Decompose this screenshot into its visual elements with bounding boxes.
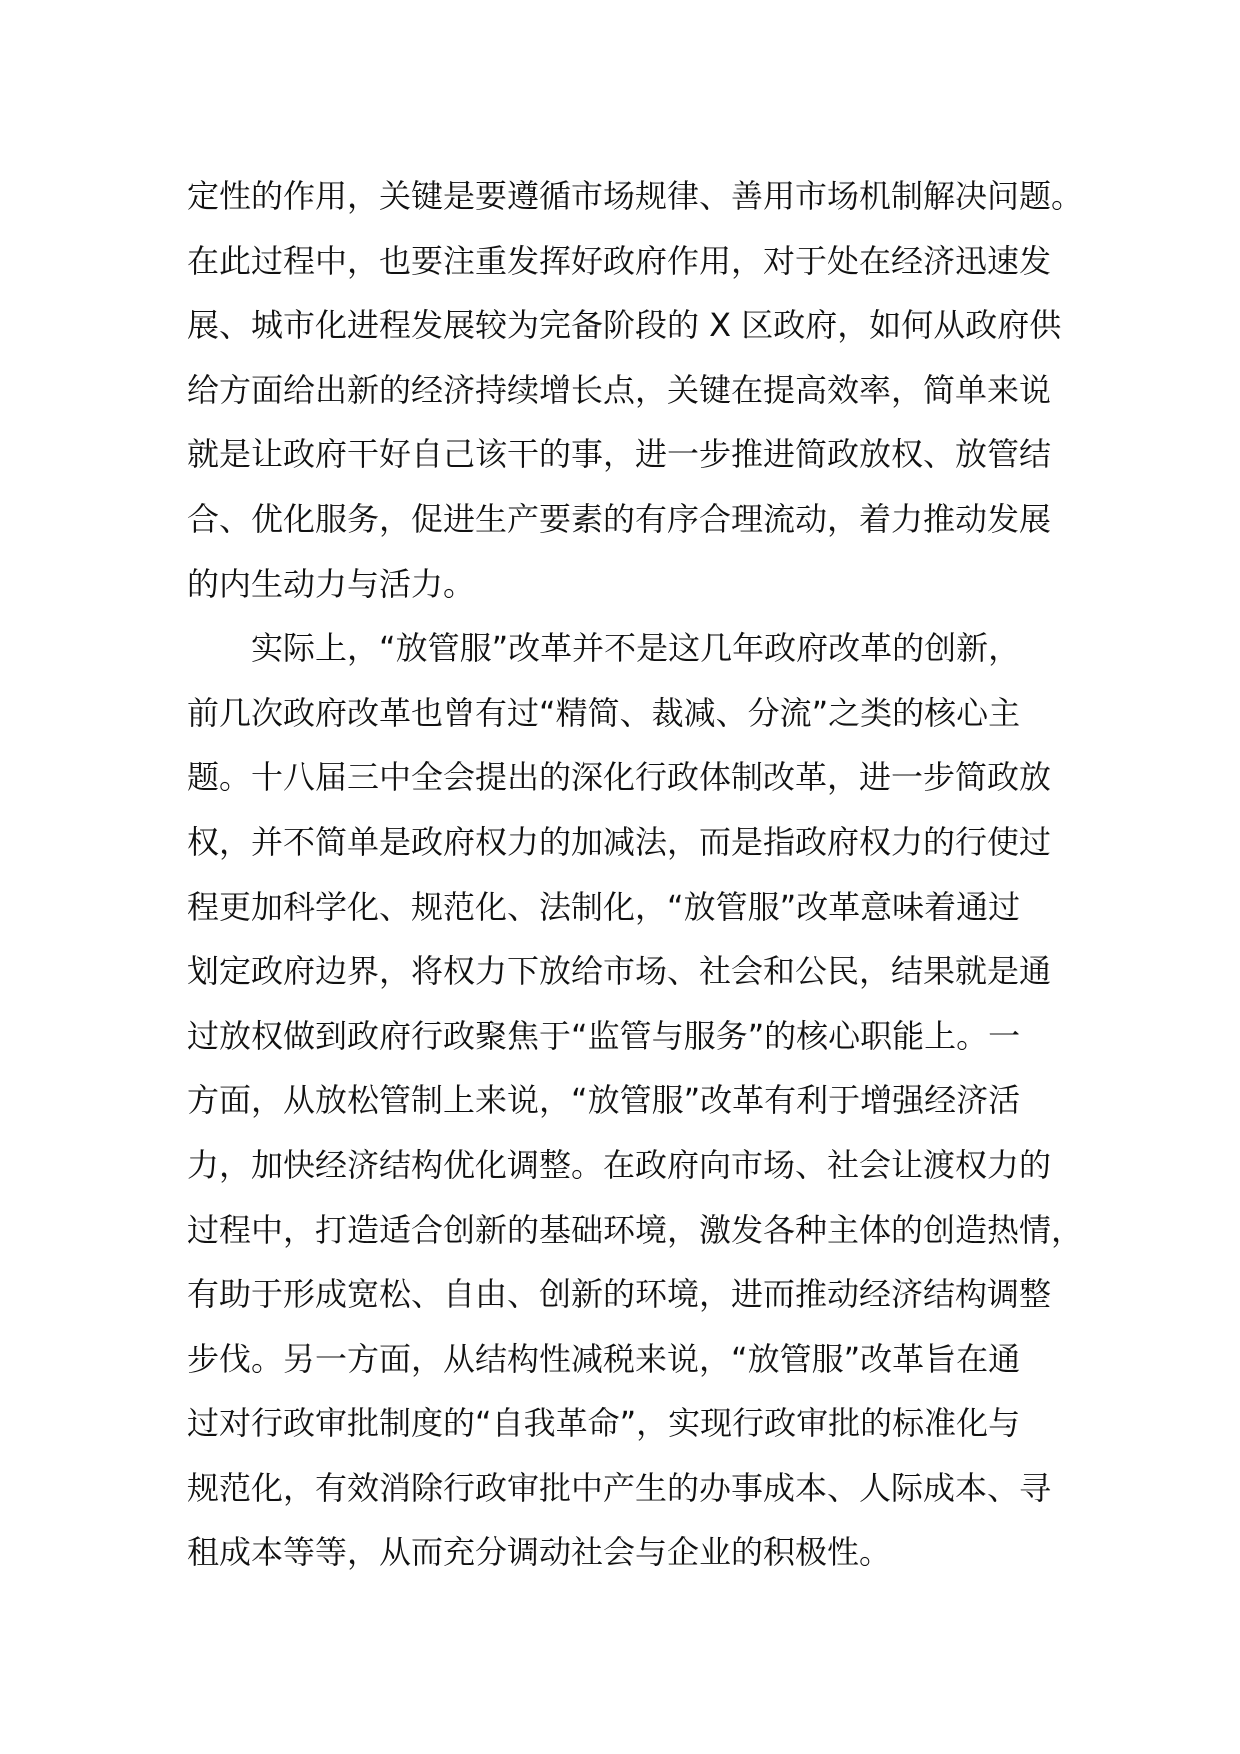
text-line: 过对行政审批制度的“自我革命”，实现行政审批的标准化与	[187, 1404, 1021, 1443]
text-line: 合、优化服务，促进生产要素的有序合理流动，着力推动发展	[187, 499, 1052, 538]
text-line: 力，加快经济结构优化调整。在政府向市场、社会让渡权力的	[187, 1145, 1052, 1184]
text-line: 程更加科学化、规范化、法制化，“放管服”改革意味着通过	[187, 887, 1021, 926]
text-line: 就是让政府干好自己该干的事，进一步推进简政放权、放管结	[187, 435, 1052, 474]
text-line: 给方面给出新的经济持续增长点，关键在提高效率，简单来说	[187, 370, 1052, 409]
text-line: 方面，从放松管制上来说，“放管服”改革有利于增强经济活	[187, 1081, 1021, 1120]
text-line: 租成本等等，从而充分调动社会与企业的积极性。	[187, 1533, 892, 1572]
text-line: 展、城市化进程发展较为完备阶段的 X 区政府，如何从政府供	[187, 306, 1062, 345]
text-line: 步伐。另一方面，从结构性减税来说，“放管服”改革旨在通	[187, 1339, 1021, 1378]
text-line: 定性的作用，关键是要遵循市场规律、善用市场机制解决问题。	[187, 177, 1084, 215]
text-line: 题。十八届三中全会提出的深化行政体制改革，进一步简政放	[187, 758, 1052, 797]
text-line: 过程中，打造适合创新的基础环境，激发各种主体的创造热情，	[187, 1210, 1084, 1249]
text-line: 规范化，有效消除行政审批中产生的办事成本、人际成本、寻	[187, 1468, 1052, 1507]
text-line: 权，并不简单是政府权力的加减法，而是指政府权力的行使过	[187, 822, 1052, 861]
text-line: 过放权做到政府行政聚焦于“监管与服务”的核心职能上。一	[187, 1016, 1021, 1055]
text-line: 划定政府边界，将权力下放给市场、社会和公民，结果就是通	[187, 952, 1052, 991]
text-line: 前几次政府改革也曾有过“精简、裁减、分流”之类的核心主	[187, 693, 1021, 732]
text-line: 实际上，“放管服”改革并不是这几年政府改革的创新，	[187, 629, 1021, 668]
body-text	[187, 172, 1084, 1593]
text-line: 有助于形成宽松、自由、创新的环境，进而推动经济结构调整	[187, 1275, 1052, 1314]
text-line: 的内生动力与活力。	[187, 564, 476, 603]
text-line: 在此过程中，也要注重发挥好政府作用，对于处在经济迅速发	[187, 241, 1052, 280]
